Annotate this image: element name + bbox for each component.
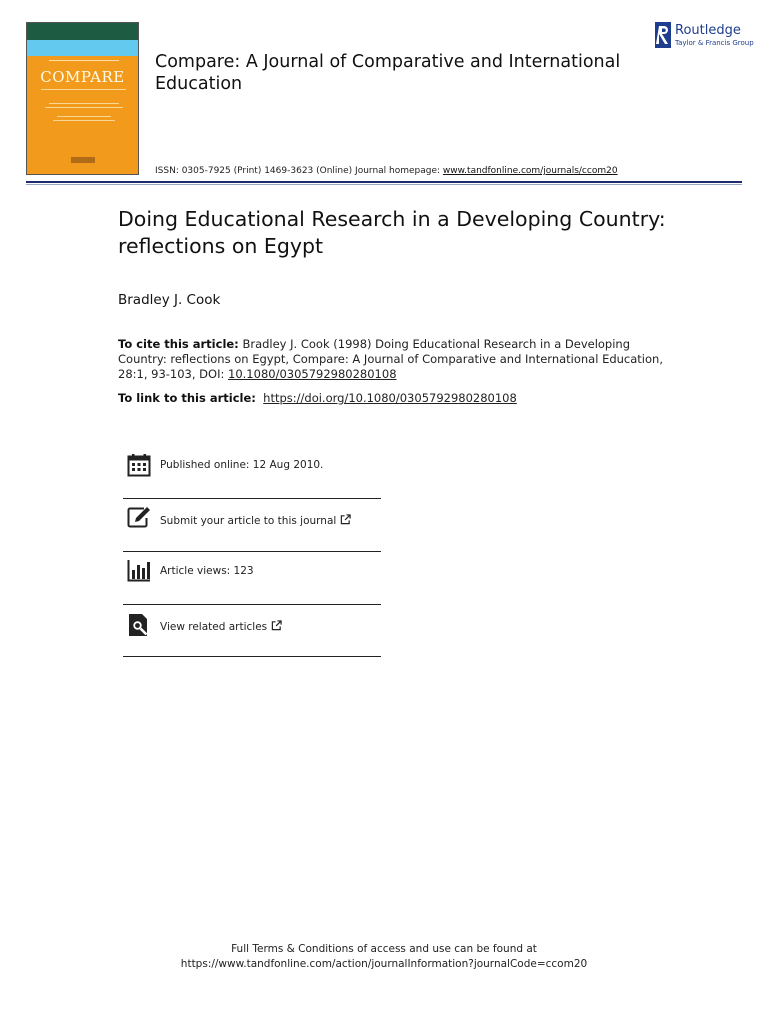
- journal-homepage-link[interactable]: www.tandfonline.com/journals/ccom20: [442, 166, 618, 176]
- header-divider-thin: [26, 184, 742, 185]
- citation-block: [118, 337, 663, 382]
- cover-publisher-logo: [71, 157, 95, 163]
- cite-label: To cite this article:: [118, 337, 239, 351]
- external-link-icon: [271, 620, 282, 631]
- cover-rule: [45, 107, 123, 108]
- doi-link[interactable]: 10.1080/0305792980280108: [228, 367, 397, 381]
- related-articles-link[interactable]: [160, 620, 282, 633]
- article-views-row: [123, 553, 381, 605]
- calendar-icon: [127, 453, 151, 477]
- header-divider: [26, 181, 742, 183]
- submit-article-row[interactable]: [123, 500, 381, 552]
- publisher-name: Routledge: [675, 23, 741, 38]
- bar-chart-icon: [127, 558, 151, 582]
- publisher-subtitle: Taylor & Francis Group: [675, 39, 754, 47]
- published-online-row: [123, 448, 381, 500]
- cover-rule: [49, 60, 119, 61]
- submit-article-label: Submit your article to this journal: [160, 515, 337, 527]
- article-views-count: Article views: 123: [160, 565, 254, 577]
- routledge-r-icon: [655, 22, 671, 48]
- journal-cover: [26, 22, 139, 175]
- cover-blue-band: [27, 40, 138, 56]
- footer: [84, 942, 684, 972]
- footer-terms-text: Full Terms & Conditions of access and use can be found at: [231, 943, 537, 955]
- article-title: Doing Educational Research in a Developing Country: reflections on Egypt: [118, 207, 666, 258]
- footer-terms-link[interactable]: https://www.tandfonline.com/action/journalInformation?journalCode=ccom20: [180, 958, 588, 970]
- publisher-logo[interactable]: [655, 22, 754, 50]
- article-author: Bradley J. Cook: [118, 292, 221, 308]
- cover-green-band: [27, 23, 138, 40]
- cover-rule: [41, 89, 126, 90]
- article-link-line: [118, 391, 663, 406]
- journal-title[interactable]: Compare: A Journal of Comparative and International Education: [155, 52, 621, 94]
- edit-icon: [127, 506, 151, 530]
- external-link-icon: [340, 514, 351, 525]
- row-divider: [123, 604, 381, 605]
- row-divider: [123, 656, 381, 657]
- link-label: To link to this article:: [118, 391, 256, 405]
- issn-line: [155, 166, 618, 176]
- cover-rule: [49, 103, 119, 104]
- cite-text: Bradley J. Cook (1998) Doing Educational Research in a Developing Country: reflections on Egypt, Compare: A Journal of Comparative and International Education, 28:1, 93-103, DOI:: [118, 337, 663, 381]
- related-articles-row[interactable]: [123, 606, 381, 658]
- cover-rule: [57, 116, 111, 117]
- document-search-icon: [127, 613, 151, 637]
- published-date: Published online: 12 Aug 2010.: [160, 459, 324, 471]
- cover-title: COMPARE: [40, 68, 125, 86]
- issn-text: ISSN: 0305-7925 (Print) 1469-3623 (Online) Journal homepage:: [155, 166, 443, 176]
- row-divider: [123, 498, 381, 499]
- article-url-link[interactable]: https://doi.org/10.1080/0305792980280108: [263, 391, 517, 405]
- cover-rule: [53, 120, 115, 121]
- submit-article-link[interactable]: [160, 514, 351, 527]
- row-divider: [123, 551, 381, 552]
- related-articles-label: View related articles: [160, 621, 268, 633]
